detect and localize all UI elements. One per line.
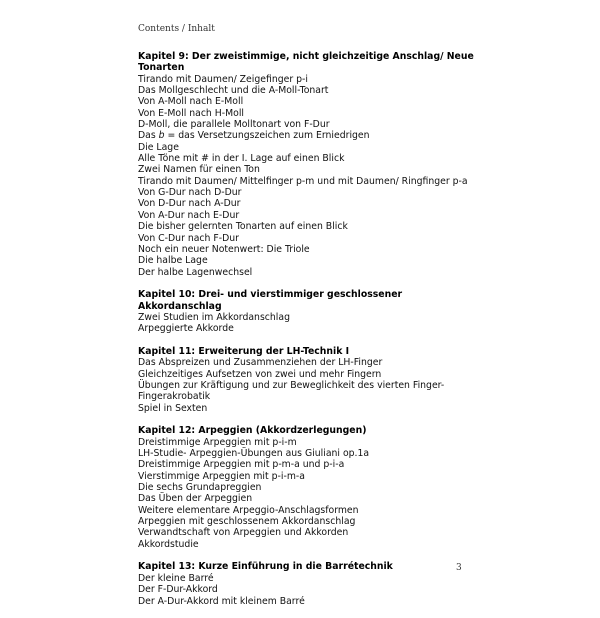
toc-entry: Alle Töne mit # in der I. Lage auf einen Blick	[138, 153, 345, 165]
page-number: 3	[456, 563, 462, 573]
chapter-10	[138, 289, 478, 334]
toc-entry: Von C-Dur nach F-Dur	[138, 232, 239, 244]
chapter-9	[138, 51, 478, 278]
toc-entry: Noch ein neuer Notenwert: Die Triole	[138, 243, 310, 255]
chapter-12	[138, 425, 478, 550]
table-of-contents	[138, 51, 478, 618]
chapter-title: Kapitel 12: Arpeggien (Akkordzerlegungen)	[138, 425, 367, 437]
toc-entry: Das b = das Versetzungszeichen zum Erniedrigen	[138, 130, 370, 142]
toc-entry: Das Mollgeschlecht und die A-Moll-Tonart	[138, 85, 329, 97]
toc-entry: Weitere elementare Arpeggio-Anschlagsformen	[138, 504, 359, 516]
toc-entry: Die sechs Grundapreggien	[138, 482, 262, 494]
toc-entry: Der A-Dur-Akkord mit kleinem Barré	[138, 595, 305, 607]
toc-entry: Der halbe Lagenwechsel	[138, 266, 253, 278]
toc-entry: Zwei Namen für einen Ton	[138, 164, 260, 176]
toc-entry: Die Lage	[138, 141, 179, 153]
toc-entry: Spiel in Sexten	[138, 402, 208, 414]
toc-entry: Von E-Moll nach H-Moll	[138, 107, 245, 119]
toc-entry: Arpeggien mit geschlossenem Akkordanschlag	[138, 516, 356, 528]
toc-entry: Gleichzeitiges Aufsetzen von zwei und mehr Fingern	[138, 368, 382, 380]
chapter-11	[138, 346, 478, 414]
toc-entry: LH-Studie- Arpeggien-Übungen aus Giuliani op.1a	[138, 448, 370, 460]
toc-entry: Das Abspreizen und Zusammenziehen der LH-Finger	[138, 357, 383, 369]
toc-entry: Tirando mit Daumen/ Zeigefinger p-i	[138, 73, 308, 85]
toc-entry: Das Üben der Arpeggien	[138, 493, 253, 505]
toc-entry: Dreistimmige Arpeggien mit p-i-m	[138, 436, 297, 448]
toc-entry: Von A-Moll nach E-Moll	[138, 96, 244, 108]
toc-entry: Die halbe Lage	[138, 255, 208, 267]
toc-entry: Übungen zur Kräftigung und zur Beweglichkeit des vierten Finger-	[138, 379, 445, 391]
chapter-title: Kapitel 10: Drei- und vierstimmiger geschlossener Akkordanschlag	[138, 289, 403, 312]
toc-entry: Der kleine Barré	[138, 572, 214, 584]
toc-entry: Von D-Dur nach A-Dur	[138, 198, 241, 210]
toc-entry: Die bisher gelernten Tonarten auf einen Blick	[138, 221, 348, 233]
chapter-title: Kapitel 9: Der zweistimmige, nicht gleichzeitige Anschlag/ Neue Tonarten	[138, 51, 474, 74]
toc-entry: Zwei Studien im Akkordanschlag	[138, 311, 290, 323]
chapter-13	[138, 561, 478, 606]
toc-entry: Fingerakrobatik	[138, 391, 211, 403]
toc-entry: Von G-Dur nach D-Dur	[138, 187, 242, 199]
toc-entry: Dreistimmige Arpeggien mit p-m-a und p-i-a	[138, 459, 345, 471]
toc-entry: Verwandtschaft von Arpeggien und Akkorden	[138, 527, 349, 539]
chapter-title: Kapitel 13: Kurze Einführung in die Barrétechnik	[138, 561, 393, 573]
toc-entry: Tirando mit Daumen/ Mittelfinger p-m und mit Daumen/ Ringfinger p-a	[138, 175, 468, 187]
toc-entry: Der F-Dur-Akkord	[138, 584, 218, 596]
chapter-title: Kapitel 11: Erweiterung der LH-Technik I	[138, 345, 350, 357]
toc-entry: Von A-Dur nach E-Dur	[138, 209, 240, 221]
page-header: Contents / Inhalt	[138, 24, 215, 34]
toc-entry: D-Moll, die parallele Molltonart von F-Dur	[138, 119, 330, 131]
toc-entry: Vierstimmige Arpeggien mit p-i-m-a	[138, 470, 305, 482]
toc-entry: Arpeggierte Akkorde	[138, 323, 234, 335]
toc-entry: Akkordstudie	[138, 538, 199, 550]
